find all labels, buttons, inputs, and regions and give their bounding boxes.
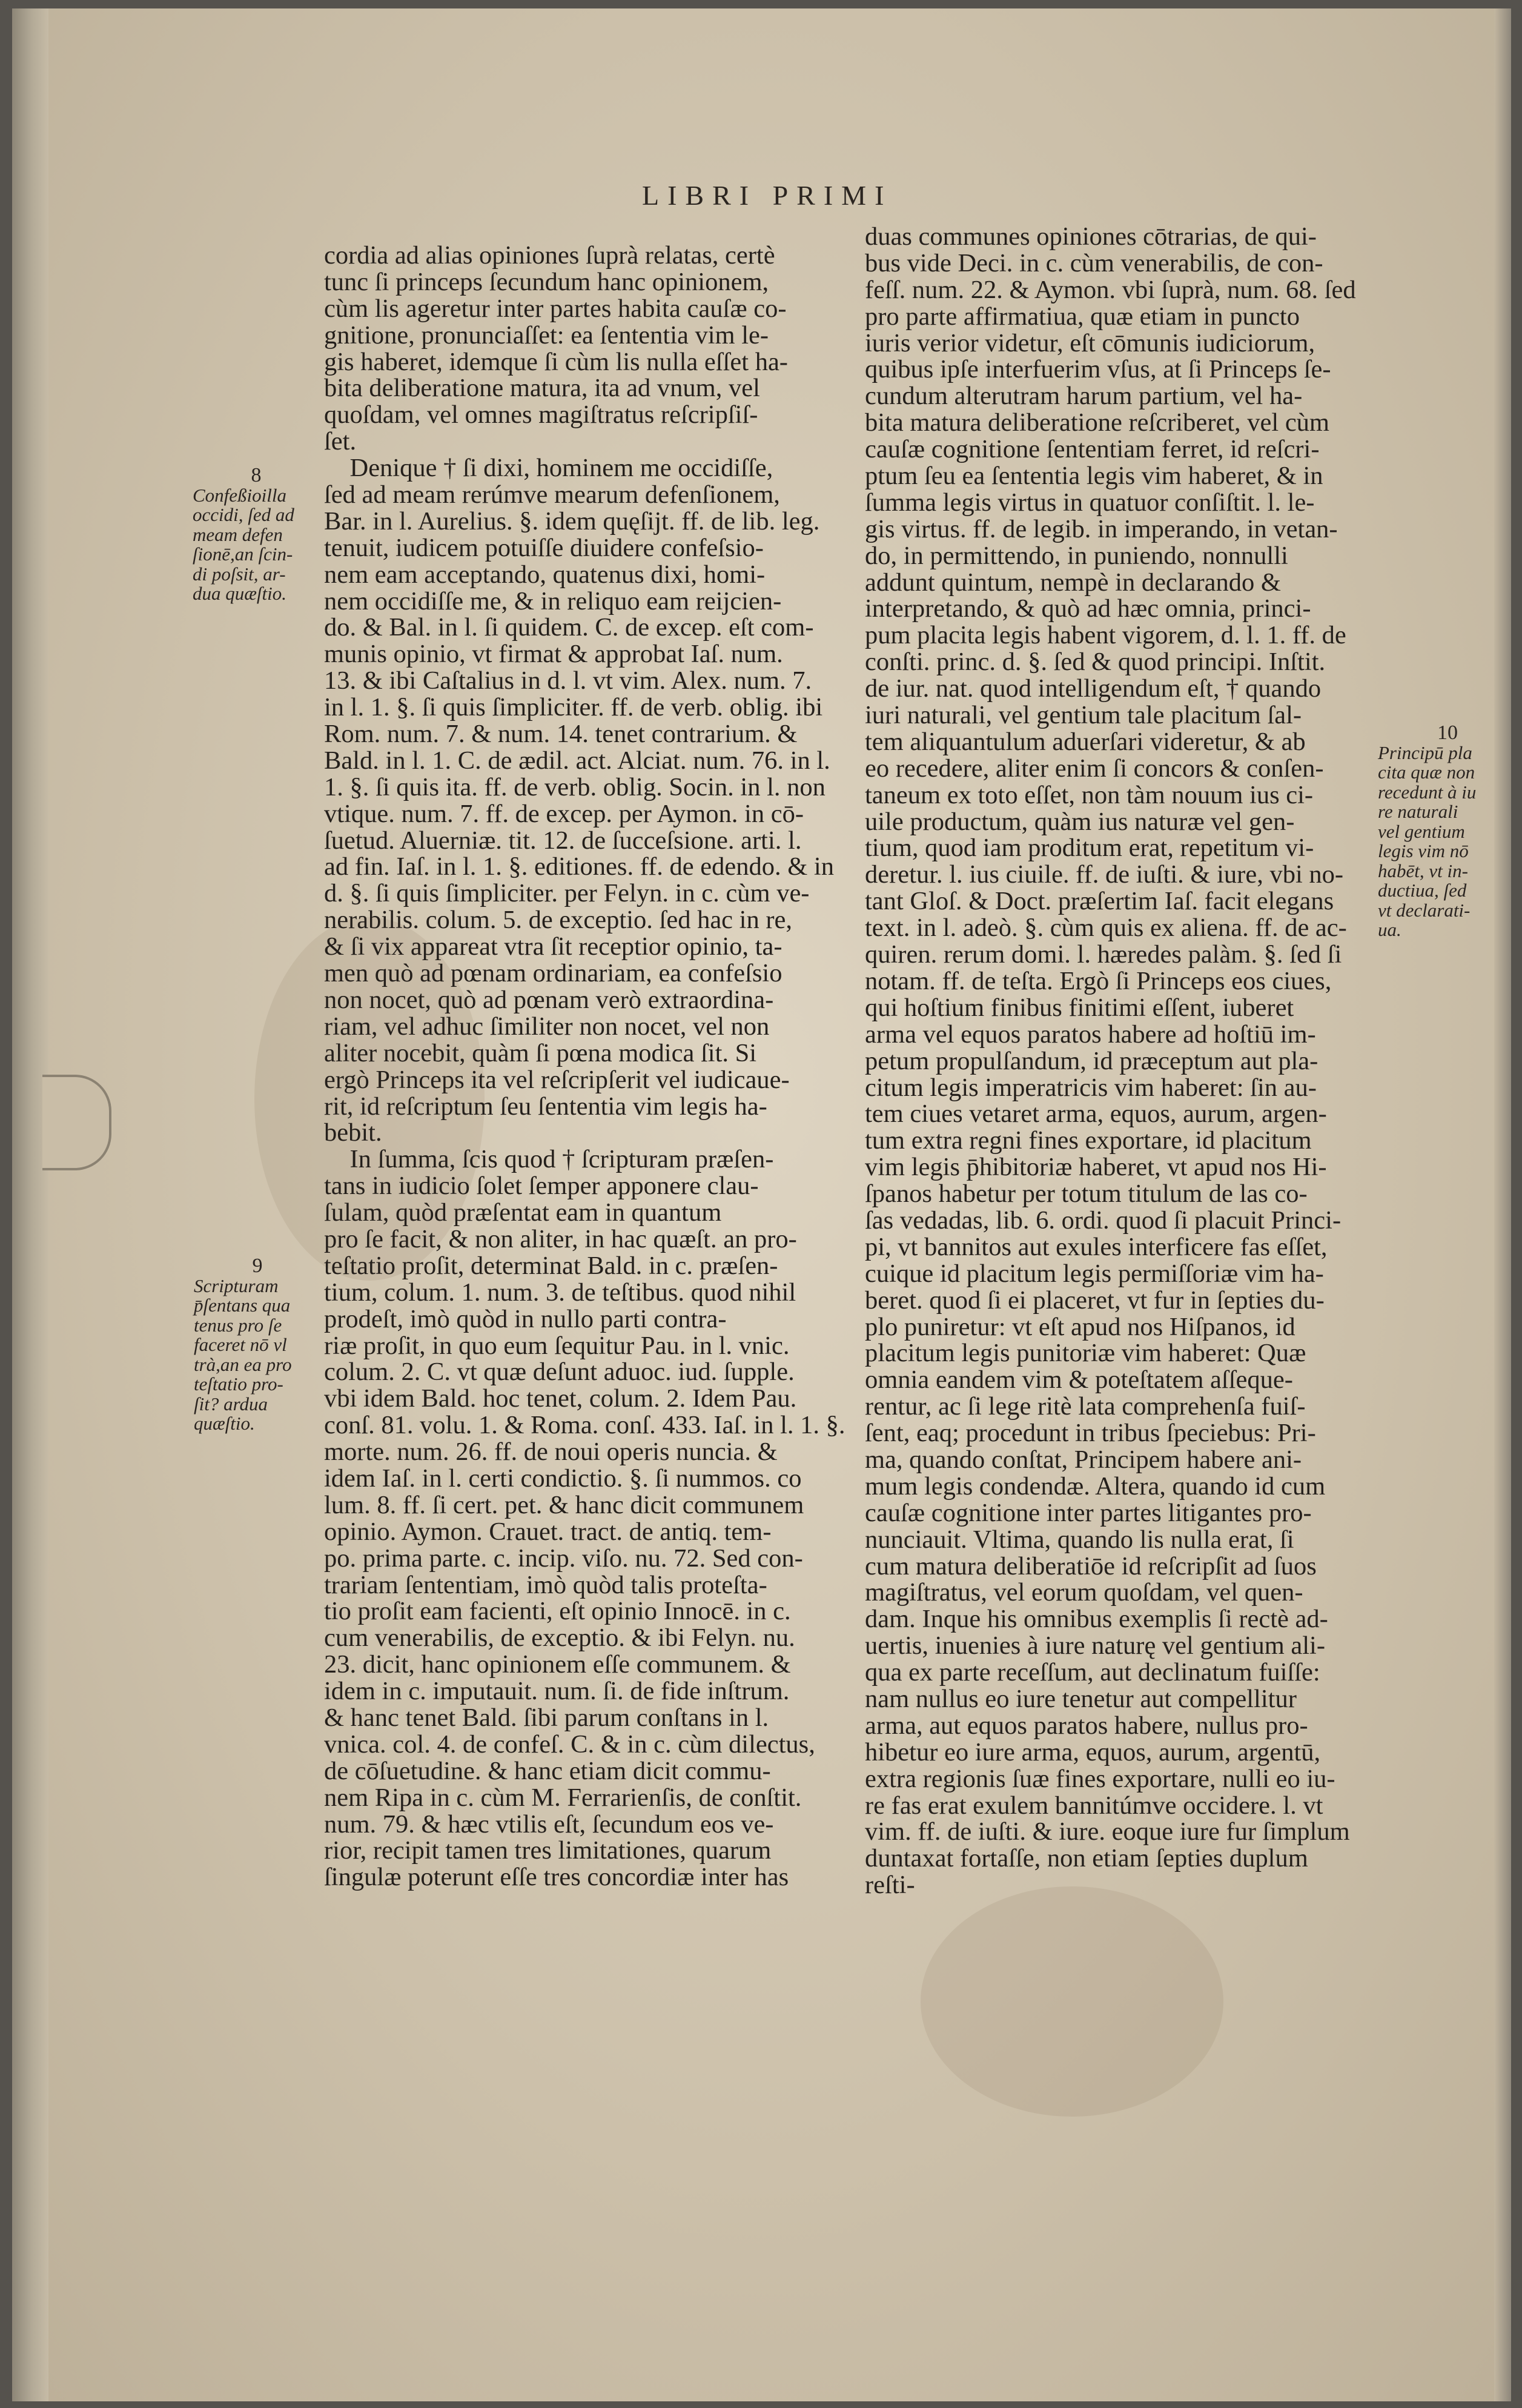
text-line: feſſ. num. 22. & Aymon. vbi ſuprà, num. 68. ſed <box>865 275 1356 304</box>
text-line: 1. §. ſi quis ita. ff. de verb. oblig. Socin. in l. non <box>324 772 826 801</box>
text-line: ſas vedadas, lib. 6. ordi. quod ſi placuit Princi- <box>865 1206 1342 1235</box>
text-line: cauſæ cognitione inter partes litigantes pro- <box>865 1498 1312 1527</box>
text-line: cordia ad alias opiniones ſuprà relatas, certè <box>324 241 775 270</box>
text-line: pro ſe facit, & non aliter, in hac quæſt. an pro- <box>324 1224 797 1253</box>
text-line: tium, colum. 1. num. 3. de teſtibus. quod nihil <box>324 1278 796 1307</box>
text-line: qua ex parte receſſum, aut declinatum fuiſſe: <box>865 1658 1320 1687</box>
text-line: gis virtus. ff. de legib. in imperando, in vetan- <box>865 514 1338 543</box>
margin-note-line: ſit? ardua <box>194 1393 268 1415</box>
text-line: citum legis imperatricis vim haberet: ſin au- <box>865 1073 1317 1102</box>
paper-stain <box>921 1886 1223 2117</box>
text-column-right <box>865 224 1380 1899</box>
text-line: tenuit, iudicem potuiſſe diuidere confeſsio- <box>324 533 764 562</box>
book-page <box>12 8 1511 2401</box>
margin-note-10 <box>1378 723 1511 940</box>
margin-note-line: vt declarati- <box>1378 899 1471 921</box>
text-line: quibus ipſe interfuerim vſus, at ſi Princeps ſe- <box>865 355 1331 384</box>
text-line: hibetur eo iure arma, equos, aurum, argentū, <box>865 1737 1321 1766</box>
margin-note-number: 9 <box>252 1255 263 1277</box>
text-line: do. & Bal. in l. ſi quidem. C. de excep. eſt com- <box>324 613 814 642</box>
text-line: plo puniretur: vt eſt apud nos Hiſpanos, id <box>865 1312 1295 1341</box>
text-line: de iur. nat. quod intelligendum eſt, † quando <box>865 674 1322 703</box>
margin-note-line: Scripturam <box>194 1275 279 1296</box>
text-line: prodeſt, imò quòd in nullo parti contra- <box>324 1304 727 1333</box>
text-line: arma, aut equos paratos habere, nullus pro- <box>865 1711 1308 1740</box>
text-line: petum propulſandum, id præceptum aut pla- <box>865 1046 1319 1075</box>
text-line: idem Iaſ. in l. certi condictio. §. ſi nummos. co <box>324 1464 802 1493</box>
page-tab <box>42 1075 111 1170</box>
text-line: tium, quod iam proditum erat, repetitum vi- <box>865 834 1314 863</box>
text-line: placitum legis punitoriæ vim haberet: Quæ <box>865 1339 1306 1368</box>
text-line: ad fin. Iaſ. in l. 1. §. editiones. ff. de edendo. & in <box>324 852 834 881</box>
margin-note-line: habēt, vt in- <box>1378 860 1468 881</box>
text-line: in l. 1. §. ſi quis ſimpliciter. ff. de verb. oblig. ibi <box>324 693 823 722</box>
text-line: cum venerabilis, de exceptio. & ibi Felyn. nu. <box>324 1624 795 1653</box>
text-line: interpretando, & quò ad hæc omnia, princi- <box>865 594 1311 623</box>
text-line: arma vel equos paratos habere ad hoſtiū im- <box>865 1020 1316 1049</box>
margin-note-line: teſtatio pro- <box>194 1373 283 1395</box>
text-line: Bald. in l. 1. C. de ædil. act. Alciat. num. 76. in l. <box>324 746 830 775</box>
text-line: Bar. in l. Aurelius. §. idem quęſijt. ff. de lib. leg. <box>324 506 820 536</box>
text-line: cauſæ cognitione ſententiam ferret, id reſcri- <box>865 435 1320 464</box>
text-line: pro parte affirmatiua, quæ etiam in puncto <box>865 302 1300 331</box>
text-line: & hanc tenet Bald. ſibi parum conſtans in l. <box>324 1703 769 1732</box>
margin-note-line: occidi, ſed ad <box>193 504 294 525</box>
margin-note-line: tenus pro ſe <box>194 1314 282 1336</box>
text-line: tio proſit eam facienti, eſt opinio Innocē. in c. <box>324 1597 791 1626</box>
text-line: vbi idem Bald. hoc tenet, colum. 2. Idem Pau. <box>324 1384 797 1413</box>
text-line: mum legis condendæ. Altera, quando id cum <box>865 1471 1326 1501</box>
text-line: 13. & ibi Caſtalius in d. l. vt vim. Alex. num. 7. <box>324 666 812 695</box>
text-line: tem aliquantulum aduerſari videretur, & ab <box>865 727 1306 756</box>
text-line: vtique. num. 7. ff. de excep. per Aymon. in cō- <box>324 799 804 828</box>
text-line: de cōſuetudine. & hanc etiam dicit commu- <box>324 1756 771 1785</box>
text-line: num. 79. & hæc vtilis eſt, ſecundum eos ve- <box>324 1809 774 1839</box>
text-line: colum. 2. C. vt quæ deſunt aduoc. iud. ſupple. <box>324 1358 795 1387</box>
text-line: nem eam acceptando, quatenus dixi, homi- <box>324 560 766 589</box>
text-line: notam. ff. de teſta. Ergò ſi Princeps eos ciues, <box>865 966 1332 995</box>
text-line: duas communes opiniones cōtrarias, de qui- <box>865 222 1317 251</box>
text-line: extra regionis ſuæ fines exportare, nulli eo iu- <box>865 1764 1335 1793</box>
text-line: do, in permittendo, in puniendo, nonnulli <box>865 541 1288 570</box>
text-line: idem in c. imputauit. num. ſi. de fide inſtrum. <box>324 1677 790 1706</box>
text-line: Rom. num. 7. & num. 14. tenet contrarium. & <box>324 720 798 749</box>
text-line: aliter nocebit, quàm ſi pœna modica ſit. Si <box>324 1038 757 1067</box>
margin-note-line: recedunt à iu <box>1378 781 1477 803</box>
text-line: riam, vel adhuc ſimiliter non nocet, vel non <box>324 1012 770 1041</box>
text-line: vim. ff. de iuſti. & iure. eoque iure fur ſimplum <box>865 1817 1350 1846</box>
text-line: bita matura deliberatione reſcriberet, vel cùm <box>865 408 1329 437</box>
text-line: nerabilis. colum. 5. de exceptio. ſed hac in re, <box>324 906 792 935</box>
text-line: d. §. ſi quis ſimpliciter. per Felyn. in c. cùm ve- <box>324 879 810 908</box>
margin-note-line: ua. <box>1378 919 1401 940</box>
text-line: cuique id placitum legis permiſſoriæ vim ha- <box>865 1259 1324 1288</box>
text-line: gis haberet, idemque ſi cùm lis nulla eſſet ha- <box>324 347 788 376</box>
margin-note-line: legis vim nō <box>1378 840 1469 861</box>
margin-note-line: ductiua, ſed <box>1378 880 1467 901</box>
margin-note-8 <box>193 466 320 604</box>
text-line: ergò Princeps ita vel reſcripſerit vel iudicaue- <box>324 1065 790 1094</box>
text-line: trariam ſententiam, imò quòd talis proteſta- <box>324 1570 767 1599</box>
margin-note-line: ſionē,an ſcin- <box>193 543 293 565</box>
text-line: omnia eandem vim & poteſtatem aſſeque- <box>865 1365 1293 1395</box>
text-line: cum matura deliberatiōe id reſcripſit ad ſuos <box>865 1551 1317 1580</box>
text-line: ſent, eaq; procedunt in tribus ſpeciebus: Pri- <box>865 1419 1316 1448</box>
text-line: ſed ad meam rerúmve mearum defenſionem, <box>324 480 780 509</box>
text-column-left <box>324 241 845 1892</box>
text-line: nunciauit. Vltima, quando lis nulla erat, ſi <box>865 1525 1294 1554</box>
text-line: beret. quod ſi ei placeret, vt fur in ſepties du- <box>865 1285 1325 1315</box>
text-line: ſingulæ poterunt eſſe tres concordiæ inter has <box>324 1863 789 1892</box>
text-line: duntaxat fortaſſe, non etiam ſepties duplum <box>865 1844 1308 1873</box>
text-line: cundum alterutram harum partium, vel ha- <box>865 382 1303 411</box>
text-line: reſti- <box>865 1871 915 1900</box>
text-line: conſti. princ. d. §. ſed & quod principi. Inſtit. <box>865 648 1326 677</box>
text-line: tum extra regni fines exportare, id placitum <box>865 1126 1312 1155</box>
text-line: addunt quintum, nempè in declarando & <box>865 568 1281 597</box>
text-line: tunc ſi princeps ſecundum hanc opinionem, <box>324 267 769 296</box>
text-line: po. prima parte. c. incip. viſo. nu. 72. Sed con- <box>324 1544 803 1573</box>
margin-note-number: 8 <box>251 464 262 486</box>
text-line: men quò ad pœnam ordinariam, ea confeſsio <box>324 959 783 988</box>
text-line: ſumma legis virtus in quatuor conſiſtit. l. le- <box>865 488 1315 517</box>
text-line: quoſdam, vel omnes magiſtratus reſcripſiſ- <box>324 400 758 430</box>
text-line: pum placita legis habent vigorem, d. l. 1. ff. de <box>865 621 1346 650</box>
text-line: ſet. <box>324 427 357 456</box>
text-line: deretur. l. ius ciuile. ff. de iuſti. & iure, vbi no- <box>865 860 1344 889</box>
text-line: nam nullus eo iure tenetur aut compellitur <box>865 1684 1297 1713</box>
text-line: ſulam, quòd præſentat eam in quantum <box>324 1198 722 1227</box>
running-head: LIBRI PRIMI <box>642 180 893 211</box>
text-line: ſuetud. Aluerniæ. tit. 12. de ſucceſsione. arti. l. <box>324 826 802 855</box>
text-line: iuris verior videtur, eſt cōmunis iudiciorum, <box>865 328 1315 357</box>
text-line: uile productum, quàm ius naturæ vel gen- <box>865 807 1295 836</box>
text-line: tem ciues vetaret arma, equos, aurum, argen- <box>865 1100 1327 1129</box>
margin-note-line: dua quæſtio. <box>193 583 287 604</box>
text-line: munis opinio, vt firmat & approbat Iaſ. num. <box>324 640 783 669</box>
text-line: nem Ripa in c. cùm M. Ferrarienſis, de conſtit. <box>324 1783 802 1812</box>
margin-note-line: trà,an ea pro <box>194 1353 292 1375</box>
text-line: lum. 8. ff. ſi cert. pet. & hanc dicit communem <box>324 1490 804 1519</box>
text-line: ptum ſeu ea ſententia legis vim haberet, & in <box>865 462 1323 491</box>
text-line: opinio. Aymon. Crauet. tract. de antiq. tem- <box>324 1517 772 1546</box>
text-line: gnitione, pronunciaſſet: ea ſententia vim le- <box>324 320 769 350</box>
text-line: non nocet, quò ad pœnam verò extraordina- <box>324 985 774 1014</box>
page-edge <box>1494 8 1511 2401</box>
margin-note-9 <box>194 1256 321 1434</box>
text-line: vnica. col. 4. de confeſ. C. & in c. cùm dilectus, <box>324 1730 815 1759</box>
text-line: rior, recipit tamen tres limitationes, quarum <box>324 1836 772 1865</box>
text-line: cùm lis ageretur inter partes habita cauſæ co- <box>324 294 787 323</box>
binding-gutter <box>12 8 48 2401</box>
text-line: taneum ex toto eſſet, non tàm nouum ius ci- <box>865 780 1314 809</box>
text-line: nem occidiſſe me, & in reliquo eam reijcien- <box>324 586 782 615</box>
text-line: bebit. <box>324 1118 382 1147</box>
text-line: text. in l. adeò. §. cùm quis ex aliena. ff. de ac- <box>865 914 1347 943</box>
text-line: In ſumma, ſcis quod † ſcripturam præſen- <box>324 1145 774 1174</box>
margin-note-line: vel gentium <box>1378 820 1465 842</box>
text-line: dam. Inque his omnibus exemplis ſi rectè ad- <box>865 1605 1328 1634</box>
text-line: tans in iudicio ſolet ſemper apponere clau- <box>324 1172 759 1201</box>
margin-note-line: meam defen <box>193 523 283 545</box>
text-line: quiren. rerum domi. l. hæredes palàm. §. ſed ſi <box>865 940 1342 969</box>
text-line: magiſtratus, vel eorum quoſdam, vel quen- <box>865 1578 1303 1607</box>
text-line: Denique † ſi dixi, hominem me occidiſſe, <box>324 454 773 483</box>
margin-note-line: faceret nō vl <box>194 1334 287 1355</box>
margin-note-number: 10 <box>1437 721 1458 744</box>
margin-note-line: p̄ſentans qua <box>194 1295 291 1316</box>
margin-note-line: quæſtio. <box>194 1413 255 1434</box>
text-line: bus vide Deci. in c. cùm venerabilis, de con- <box>865 248 1323 277</box>
text-line: iuri naturali, vel gentium tale placitum ſal- <box>865 701 1302 730</box>
margin-note-line: re naturali <box>1378 801 1458 822</box>
text-line: morte. num. 26. ff. de noui operis nuncia. & <box>324 1438 778 1467</box>
text-line: ma, quando conſtat, Principem habere ani- <box>865 1445 1302 1474</box>
text-line: eo recedere, aliter enim ſi concors & conſen- <box>865 754 1324 783</box>
text-line: re fas erat exulem bannitúmve occidere. l. vt <box>865 1791 1323 1820</box>
text-line: pi, vt bannitos aut exules interficere fas eſſet, <box>865 1232 1328 1261</box>
margin-note-line: Principū pla <box>1378 741 1472 763</box>
text-line: conſ. 81. volu. 1. & Roma. conſ. 433. Iaſ. in l. 1. §. <box>324 1411 845 1440</box>
text-line: vim legis p̄hibitoriæ haberet, vt apud nos Hi- <box>865 1153 1327 1182</box>
margin-note-line: cita quæ non <box>1378 761 1475 783</box>
text-line: rentur, ac ſi lege ritè lata comprehenſa fuiſ- <box>865 1392 1306 1421</box>
text-line: teſtatio proſit, determinat Bald. in c. præſen- <box>324 1251 778 1280</box>
text-line: tant Gloſ. & Doct. præſertim Iaſ. facit elegans <box>865 887 1334 916</box>
text-line: ſpanos habetur per totum titulum de las co- <box>865 1179 1308 1209</box>
text-line: bita deliberatione matura, ita ad vnum, vel <box>324 374 760 403</box>
text-line: & ſi vix appareat vtra ſit receptior opinio, ta- <box>324 932 783 961</box>
text-line: 23. dicit, hanc opinionem eſſe communem. & <box>324 1650 791 1679</box>
text-line: uertis, inuenies à iure naturę vel gentium ali- <box>865 1631 1326 1660</box>
text-line: qui hoſtium finibus finitimi eſſent, iuberet <box>865 993 1294 1022</box>
text-line: riæ proſit, in quo eum ſequitur Pau. in l. vnic. <box>324 1331 790 1360</box>
text-line: rit, id reſcriptum ſeu ſententia vim legis ha- <box>324 1092 767 1121</box>
margin-note-line: di poſsit, ar- <box>193 563 286 585</box>
margin-note-line: Confeßioilla <box>193 484 286 506</box>
